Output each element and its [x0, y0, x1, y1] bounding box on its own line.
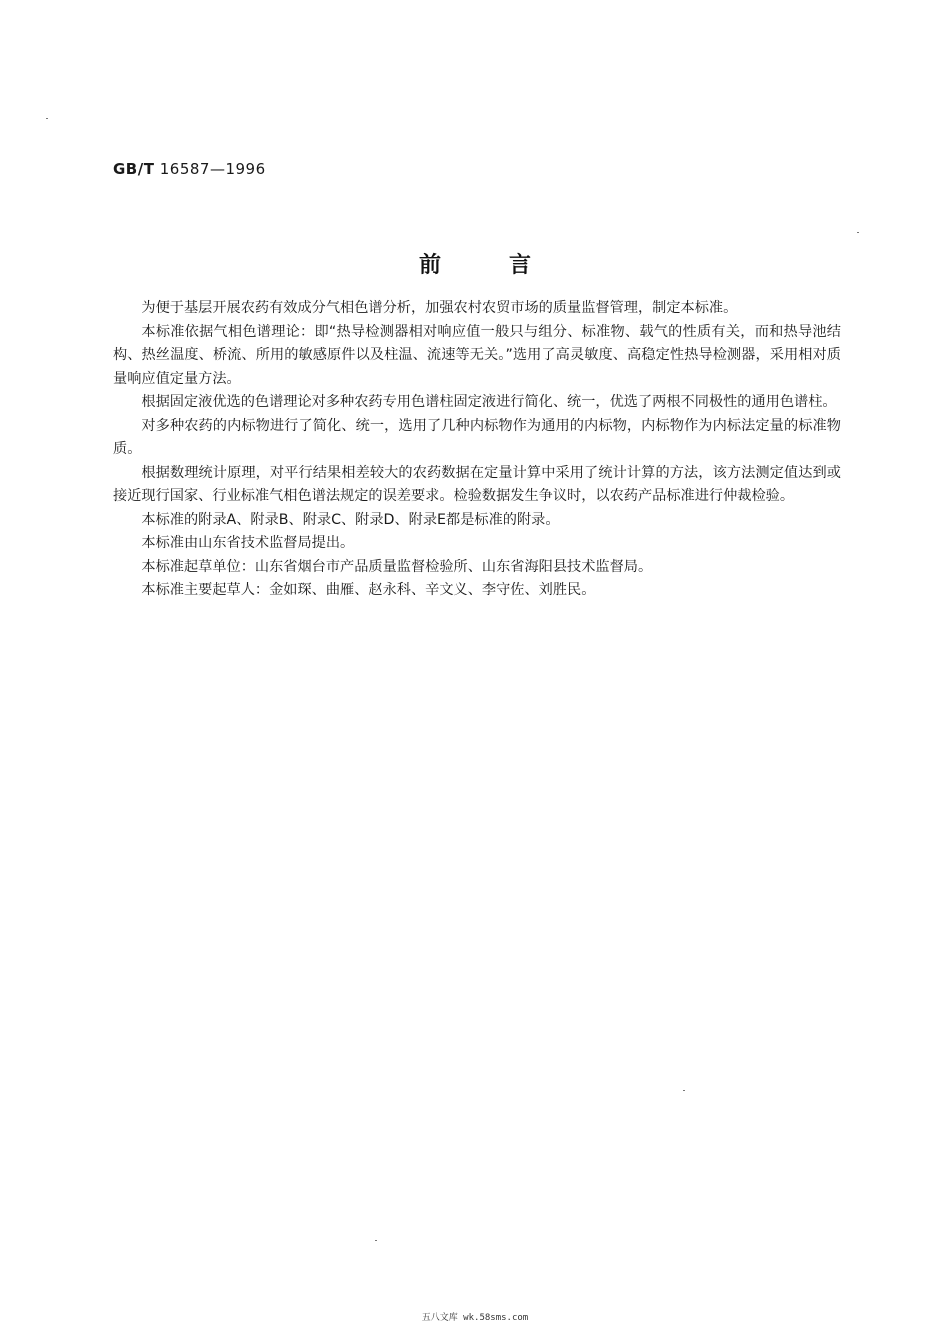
footer-watermark: 五八文库 wk.58sms.com: [421, 1313, 529, 1323]
paragraph-purpose: 为便于基层开展农药有效成分气相色谱分析，加强农村农贸市场的质量监督管理，制定本标准。: [141, 300, 738, 316]
paragraph-statistics: 根据数理统计原理，对平行结果相差较大的农药数据在定量计算中采用了统计计算的方法，该方法测定值达到或接近现行国家、行业标准气相色谱法规定的误差要求。检验数据发生争议时，以农药产品标准进行仲裁检验。: [113, 464, 841, 504]
standard-code: [113, 160, 266, 178]
paragraph-theory: 本标准依据气相色谱理论：即“热导检测器相对响应值一般只与组分、标准物、载气的性质有关，而和热导池结构、热丝温度、桥流、所用的敏感原件以及柱温、流速等无关。”选用了高灵敏度、高稳定性热导检测器，采用相对质量响应值定量方法。: [113, 323, 841, 387]
scan-speck: [375, 1240, 377, 1241]
paragraph-drafting-units: 本标准起草单位：山东省烟台市产品质量监督检验所、山东省海阳县技术监督局。: [141, 558, 653, 575]
paragraph-drafters: 本标准主要起草人：金如琛、曲雁、赵永科、辛文义、李守佐、刘胜民。: [141, 582, 596, 598]
scan-speck: [683, 1090, 685, 1091]
standard-code-number: 16587—1996: [159, 160, 266, 178]
paragraph-appendices: 本标准的附录A、附录B、附录C、附录D、附录E都是标准的附录。: [141, 511, 560, 528]
paragraph-proposer: 本标准由山东省技术监督局提出。: [141, 535, 355, 551]
page-title: 前言: [418, 253, 599, 278]
paragraph-internal-standards: 对多种农药的内标物进行了简化、统一，选用了几种内标物作为通用的内标物，内标物作为内标法定量的标准物质。: [113, 417, 841, 457]
foreword-body: [113, 297, 841, 603]
scan-speck: [857, 232, 859, 233]
paragraph-columns: 根据固定液优选的色谱理论对多种农药专用色谱柱固定液进行简化、统一，优选了两根不同极性的通用色谱柱。: [141, 394, 837, 410]
scan-speck: [46, 118, 48, 119]
standard-code-prefix: GB/T: [113, 160, 155, 178]
